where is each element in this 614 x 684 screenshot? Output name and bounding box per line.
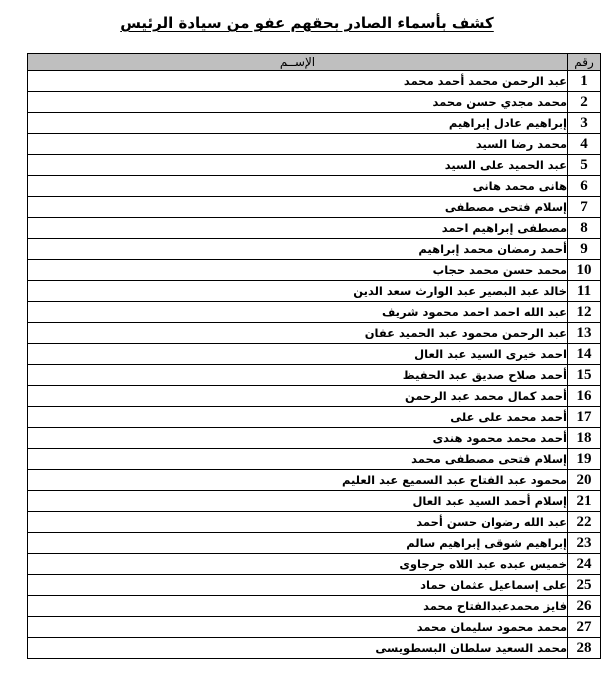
row-number: 22 xyxy=(568,512,601,533)
table-row xyxy=(28,71,601,92)
table-row xyxy=(28,197,601,218)
table-row xyxy=(28,533,601,554)
row-number: 26 xyxy=(568,596,601,617)
row-number: 15 xyxy=(568,365,601,386)
table-row xyxy=(28,491,601,512)
row-number: 10 xyxy=(568,260,601,281)
header-name: الإســم xyxy=(28,54,568,71)
row-name: أحمد محمد محمود هندى xyxy=(28,428,568,449)
table-row xyxy=(28,449,601,470)
row-name: إسلام أحمد السيد عبد العال xyxy=(28,491,568,512)
document-title: كشف بأسماء الصادر بحقهم عفو من سيادة الرئيس xyxy=(120,14,494,32)
row-name: أحمد محمد على على xyxy=(28,407,568,428)
table-row xyxy=(28,92,601,113)
names-table xyxy=(27,53,601,659)
row-number: 20 xyxy=(568,470,601,491)
row-number: 6 xyxy=(568,176,601,197)
table-row xyxy=(28,302,601,323)
row-number: 24 xyxy=(568,554,601,575)
table-body xyxy=(28,71,601,659)
table-row xyxy=(28,113,601,134)
row-number: 13 xyxy=(568,323,601,344)
table-row xyxy=(28,596,601,617)
row-name: فايز محمدعبدالفتاح محمد xyxy=(28,596,568,617)
header-number: رقم xyxy=(568,54,601,71)
row-name: أحمد رمضان محمد إبراهيم xyxy=(28,239,568,260)
table-row xyxy=(28,638,601,659)
table-row xyxy=(28,176,601,197)
row-number: 14 xyxy=(568,344,601,365)
row-name: على إسماعيل عثمان حماد xyxy=(28,575,568,596)
row-name: عبد الله احمد احمد محمود شريف xyxy=(28,302,568,323)
row-number: 7 xyxy=(568,197,601,218)
row-name: محمد حسن محمد حجاب xyxy=(28,260,568,281)
table-row xyxy=(28,365,601,386)
row-name: إسلام فتحى مصطفى xyxy=(28,197,568,218)
table-row xyxy=(28,155,601,176)
row-name: محمد مجدي حسن محمد xyxy=(28,92,568,113)
row-name: هانى محمد هانى xyxy=(28,176,568,197)
row-name: عبد الحميد على السيد xyxy=(28,155,568,176)
table-row xyxy=(28,428,601,449)
row-number: 8 xyxy=(568,218,601,239)
table-row xyxy=(28,386,601,407)
row-number: 18 xyxy=(568,428,601,449)
table-row xyxy=(28,554,601,575)
row-name: خميس عبده عبد اللاه جرجاوى xyxy=(28,554,568,575)
document-title-container xyxy=(0,12,614,34)
table-row xyxy=(28,218,601,239)
row-name: أحمد صلاح صديق عبد الحفيظ xyxy=(28,365,568,386)
row-name: عبد الرحمن محمد أحمد محمد xyxy=(28,71,568,92)
row-name: عبد الله رضوان حسن أحمد xyxy=(28,512,568,533)
row-name: خالد عبد البصير عبد الوارث سعد الدين xyxy=(28,281,568,302)
table-row xyxy=(28,617,601,638)
row-name: محمد رضا السيد xyxy=(28,134,568,155)
row-number: 11 xyxy=(568,281,601,302)
row-number: 3 xyxy=(568,113,601,134)
row-number: 2 xyxy=(568,92,601,113)
row-number: 12 xyxy=(568,302,601,323)
table-header-row xyxy=(28,54,601,71)
row-number: 4 xyxy=(568,134,601,155)
table-row xyxy=(28,575,601,596)
row-name: أحمد كمال محمد عبد الرحمن xyxy=(28,386,568,407)
row-number: 9 xyxy=(568,239,601,260)
table-row xyxy=(28,407,601,428)
row-name: إبراهيم عادل إبراهيم xyxy=(28,113,568,134)
row-number: 5 xyxy=(568,155,601,176)
table-row xyxy=(28,281,601,302)
row-name: محمد السعيد سلطان البسطويسى xyxy=(28,638,568,659)
row-name: إبراهيم شوقى إبراهيم سالم xyxy=(28,533,568,554)
table-row xyxy=(28,512,601,533)
row-number: 16 xyxy=(568,386,601,407)
row-number: 1 xyxy=(568,71,601,92)
row-name: محمود عبد الفتاح عبد السميع عبد العليم xyxy=(28,470,568,491)
row-name: محمد محمود سليمان محمد xyxy=(28,617,568,638)
row-name: احمد خيرى السيد عبد العال xyxy=(28,344,568,365)
row-number: 21 xyxy=(568,491,601,512)
table-row xyxy=(28,239,601,260)
row-name: عبد الرحمن محمود عبد الحميد عفان xyxy=(28,323,568,344)
row-name: مصطفى إبراهيم احمد xyxy=(28,218,568,239)
table-row xyxy=(28,260,601,281)
row-name: إسلام فتحى مصطفى محمد xyxy=(28,449,568,470)
table-row xyxy=(28,323,601,344)
row-number: 17 xyxy=(568,407,601,428)
row-number: 28 xyxy=(568,638,601,659)
row-number: 27 xyxy=(568,617,601,638)
table-row xyxy=(28,470,601,491)
table-row xyxy=(28,134,601,155)
row-number: 23 xyxy=(568,533,601,554)
row-number: 25 xyxy=(568,575,601,596)
row-number: 19 xyxy=(568,449,601,470)
table-row xyxy=(28,344,601,365)
